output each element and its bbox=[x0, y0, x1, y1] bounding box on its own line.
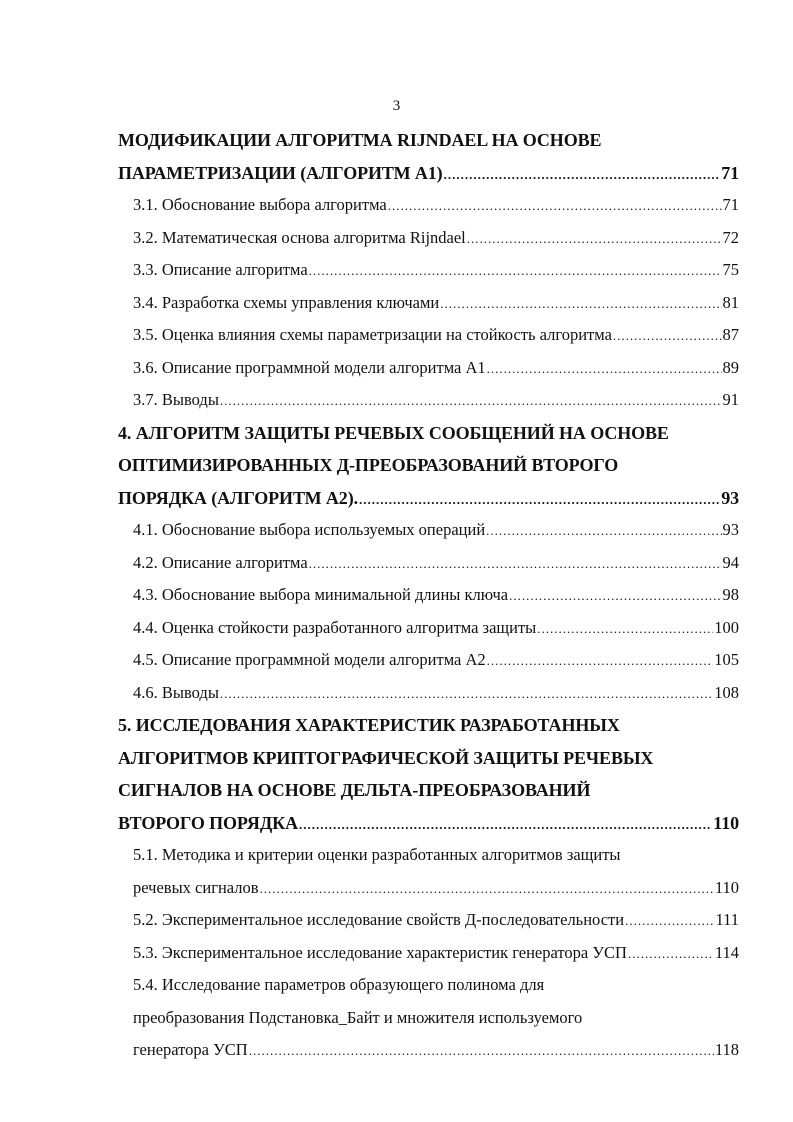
toc-entry-text: 3.6. Описание программной модели алгоритма А1 bbox=[133, 357, 486, 377]
toc-chapter-line bbox=[118, 482, 739, 515]
dot-leader bbox=[628, 938, 714, 971]
toc-entry-text: 5. ИССЛЕДОВАНИЯ ХАРАКТЕРИСТИК РАЗРАБОТАННЫХ bbox=[118, 715, 620, 735]
toc-entry-text: СИГНАЛОВ НА ОСНОВЕ ДЕЛЬТА-ПРЕОБРАЗОВАНИЙ bbox=[118, 780, 591, 800]
toc-entry-text: 3.2. Математическая основа алгоритма Rijndael bbox=[133, 227, 466, 247]
toc-chapter-line bbox=[118, 449, 739, 482]
toc-entry-text: 3.7. Выводы bbox=[133, 390, 219, 409]
page-number: 3 bbox=[392, 98, 401, 114]
dot-leader bbox=[467, 223, 722, 256]
toc-entry-text: 3.4. Разработка схемы управления ключами bbox=[133, 292, 440, 312]
toc-page-number: 72 bbox=[722, 227, 739, 247]
toc-section-line bbox=[118, 969, 739, 1002]
dot-leader bbox=[509, 580, 721, 613]
toc-entry-text: 4.5. Описание программной модели алгоритма А2 bbox=[133, 650, 486, 669]
toc-page-number: 105 bbox=[714, 650, 739, 669]
toc-entry-text: преобразования Подстановка_Байт и множителя используемого bbox=[133, 1007, 583, 1027]
toc-page-number: 110 bbox=[714, 877, 739, 897]
toc-entry-text: 5.1. Методика и критерии оценки разработанных алгоритмов защиты bbox=[133, 845, 621, 864]
toc-entry-text: ОПТИМИЗИРОВАННЫХ Д-ПРЕОБРАЗОВАНИЙ ВТОРОГО bbox=[118, 455, 619, 475]
toc-section-line bbox=[118, 904, 739, 937]
toc-page-number: 93 bbox=[721, 487, 739, 508]
toc-chapter-line bbox=[118, 157, 739, 190]
toc-section-line bbox=[118, 384, 739, 417]
toc-section-line bbox=[118, 287, 739, 320]
dot-leader bbox=[388, 190, 722, 223]
toc-page-number: 98 bbox=[722, 585, 739, 604]
dot-leader bbox=[249, 1035, 714, 1068]
toc-page-number: 87 bbox=[722, 325, 739, 344]
toc-entry-text: 4. АЛГОРИТМ ЗАЩИТЫ РЕЧЕВЫХ СООБЩЕНИЙ НА ОСНОВЕ bbox=[118, 422, 669, 443]
toc-page-number: 100 bbox=[714, 617, 739, 637]
toc-page-number: 114 bbox=[714, 942, 739, 962]
toc-entry-text: 4.2. Описание алгоритма bbox=[133, 552, 308, 572]
toc-entry-text: 3.1. Обоснование выбора алгоритма bbox=[133, 195, 387, 214]
toc-entry-text: 4.4. Оценка стойкости разработанного алгоритма защиты bbox=[133, 617, 537, 637]
toc-entry-text: речевых сигналов bbox=[133, 877, 259, 897]
toc-page-number: 75 bbox=[722, 260, 739, 279]
toc-entry-text: 4.6. Выводы bbox=[133, 682, 219, 702]
toc-section-line bbox=[118, 189, 739, 222]
toc-chapter-line bbox=[118, 807, 739, 840]
dot-leader bbox=[444, 159, 721, 192]
toc-section-line bbox=[118, 644, 739, 677]
dot-leader bbox=[260, 873, 714, 906]
toc-page-number: 118 bbox=[714, 1040, 739, 1059]
dot-leader bbox=[220, 385, 722, 418]
dot-leader bbox=[220, 678, 713, 711]
toc-page-number: 71 bbox=[721, 162, 739, 183]
dot-leader bbox=[486, 515, 721, 548]
dot-leader bbox=[537, 613, 713, 646]
dot-leader bbox=[613, 320, 722, 353]
dot-leader bbox=[487, 353, 722, 386]
toc-chapter-line bbox=[118, 774, 739, 807]
toc-section-line bbox=[118, 319, 739, 352]
toc-page-number: 111 bbox=[715, 910, 739, 929]
toc-chapter-line bbox=[118, 709, 739, 742]
toc-section-line bbox=[118, 254, 739, 287]
toc-entry-text: ВТОРОГО ПОРЯДКА bbox=[118, 812, 298, 833]
toc-section-line bbox=[118, 222, 739, 255]
dot-leader bbox=[299, 809, 712, 842]
toc-chapter-line bbox=[118, 742, 739, 775]
toc-section-line bbox=[118, 1034, 739, 1067]
toc-section-line bbox=[118, 579, 739, 612]
toc-section-line bbox=[118, 872, 739, 905]
toc-section-line bbox=[118, 514, 739, 547]
toc-section-line bbox=[118, 612, 739, 645]
dot-leader bbox=[309, 548, 722, 581]
toc-entry-text: 4.3. Обоснование выбора минимальной длины ключа bbox=[133, 585, 509, 604]
dot-leader bbox=[440, 288, 721, 321]
toc-entry-text: ПАРАМЕТРИЗАЦИИ (АЛГОРИТМ А1) bbox=[118, 162, 443, 183]
toc-page-number: 93 bbox=[722, 520, 739, 539]
toc-entry-text: 5.4. Исследование параметров образующего полинома для bbox=[133, 975, 545, 994]
toc-entry-text: 5.2. Экспериментальное исследование свойств Д-последовательности bbox=[133, 910, 625, 929]
toc-page-number: 71 bbox=[722, 195, 739, 214]
dot-leader bbox=[487, 645, 714, 678]
toc-entry-text: 4.1. Обоснование выбора используемых операций bbox=[133, 520, 486, 539]
dot-leader bbox=[309, 255, 722, 288]
toc-chapter-line bbox=[118, 124, 739, 157]
toc-entry-text: 3.5. Оценка влияния схемы параметризации на стойкость алгоритма bbox=[133, 325, 612, 344]
toc-section-line bbox=[118, 839, 739, 872]
toc-section-line bbox=[118, 677, 739, 710]
toc-page-number: 91 bbox=[722, 390, 739, 409]
toc-entry-text: ПОРЯДКА (АЛГОРИТМ А2). bbox=[118, 487, 358, 508]
table-of-contents bbox=[118, 124, 739, 1067]
dot-leader bbox=[625, 905, 714, 938]
dot-leader bbox=[359, 484, 720, 517]
toc-entry-text: АЛГОРИТМОВ КРИПТОГРАФИЧЕСКОЙ ЗАЩИТЫ РЕЧЕВЫХ bbox=[118, 747, 654, 768]
toc-entry-text: 3.3. Описание алгоритма bbox=[133, 260, 308, 279]
toc-page-number: 110 bbox=[713, 812, 739, 833]
toc-section-line bbox=[118, 1002, 739, 1035]
toc-chapter-line bbox=[118, 417, 739, 450]
toc-entry-text: генератора УСП bbox=[133, 1040, 248, 1059]
toc-entry-text: МОДИФИКАЦИИ АЛГОРИТМА RIJNDAEL НА ОСНОВЕ bbox=[118, 130, 602, 150]
toc-section-line bbox=[118, 547, 739, 580]
toc-section-line bbox=[118, 352, 739, 385]
toc-entry-text: 5.3. Экспериментальное исследование характеристик генератора УСП bbox=[133, 942, 627, 962]
toc-page-number: 94 bbox=[722, 552, 739, 572]
toc-page-number: 89 bbox=[722, 357, 739, 377]
toc-section-line bbox=[118, 937, 739, 970]
toc-page-number: 108 bbox=[714, 682, 739, 702]
toc-page-number: 81 bbox=[722, 292, 739, 312]
